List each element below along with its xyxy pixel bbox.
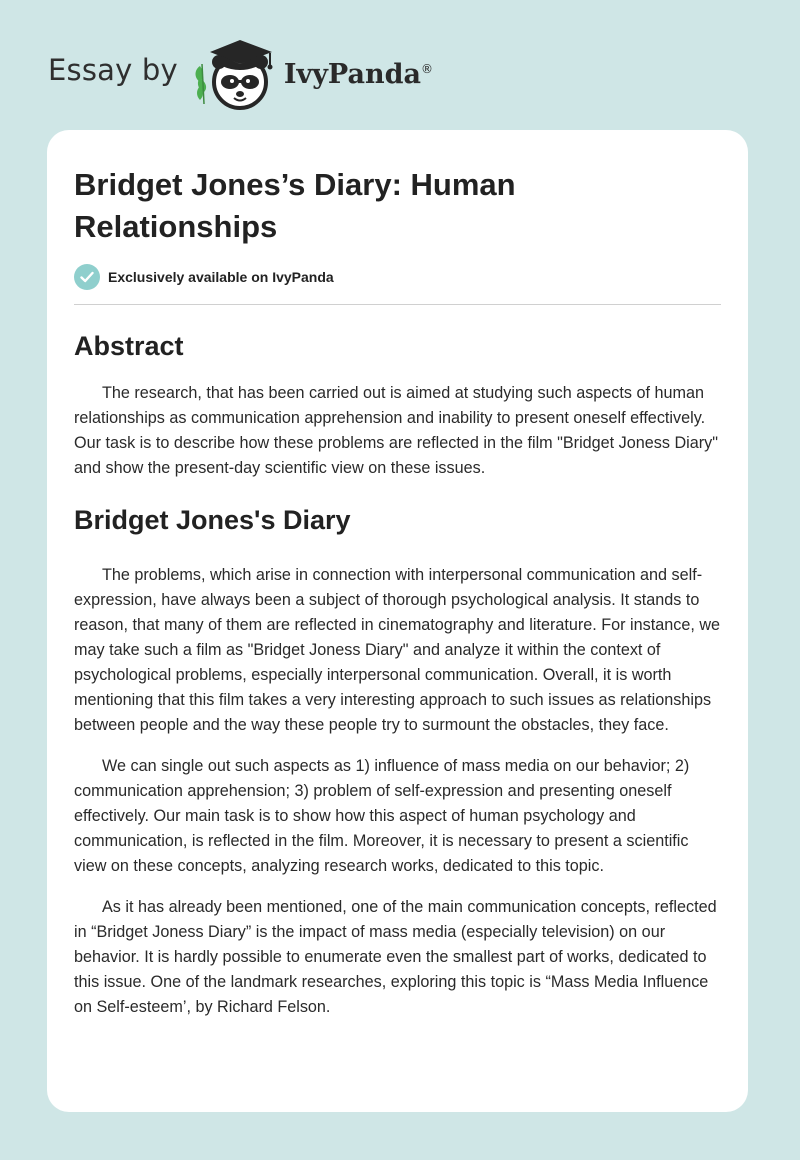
section-abstract (74, 329, 721, 481)
check-circle-icon (74, 264, 100, 290)
brand-prefix: Essay by (48, 53, 178, 87)
section-heading: Bridget Jones's Diary (74, 505, 351, 535)
exclusive-badge-text: Exclusively available on IvyPanda (108, 269, 334, 285)
section-heading: Abstract (74, 331, 184, 361)
paragraph: We can single out such aspects as 1) influence of mass media on our behavior; 2) communication apprehension; 3) problem of self-expression and presenting oneself effectively. Our main task is to show how this aspect of human psychology and communication, is reflected in the film. Moreover, it is necessary to present a scientific view on these concepts, analyzing research works, dedicated to this topic. (74, 757, 690, 875)
section-bridget-jones-diary (74, 503, 721, 1020)
essay-card (47, 130, 748, 1112)
paragraph: As it has already been mentioned, one of the main communication concepts, reflected in “Bridget Joness Diary” is the impact of mass media (especially television) on our behavior. It is hardly possible to enumerate even the smallest part of works, dedicated to this issue. One of the landmark researches, exploring this topic is “Mass Media Influence on Self-esteem’, by Richard Felson. (74, 898, 717, 1016)
page-title: Bridget Jones’s Diary: Human Relationships (74, 167, 516, 244)
registered-mark: ® (420, 61, 433, 76)
brand-name: IvyPanda® (283, 58, 433, 90)
brand-header (48, 34, 433, 110)
paragraph: The problems, which arise in connection with interpersonal communication and self-expression, have always been a subject of thorough psychological analysis. It stands to reason, that many of them are reflected in cinematography and literature. For instance, we may take such a film as "Bridget Joness Diary" and analyze it within the context of psychological problems, especially interpersonal communication. Overall, it is worth mentioning that this film takes a very interesting approach to such issues as relationships between people and the way these people try to surmount the obstacles, they face. (74, 566, 721, 734)
exclusive-badge (74, 264, 721, 305)
paragraph: The research, that has been carried out is aimed at studying such aspects of human relationships as communication apprehension and inability to present oneself effectively. Our task is to describe how these problems are reflected in the film "Bridget Joness Diary" and show the present-day scientific view on these issues. (74, 384, 718, 477)
panda-graduation-cap-logo (190, 34, 282, 110)
